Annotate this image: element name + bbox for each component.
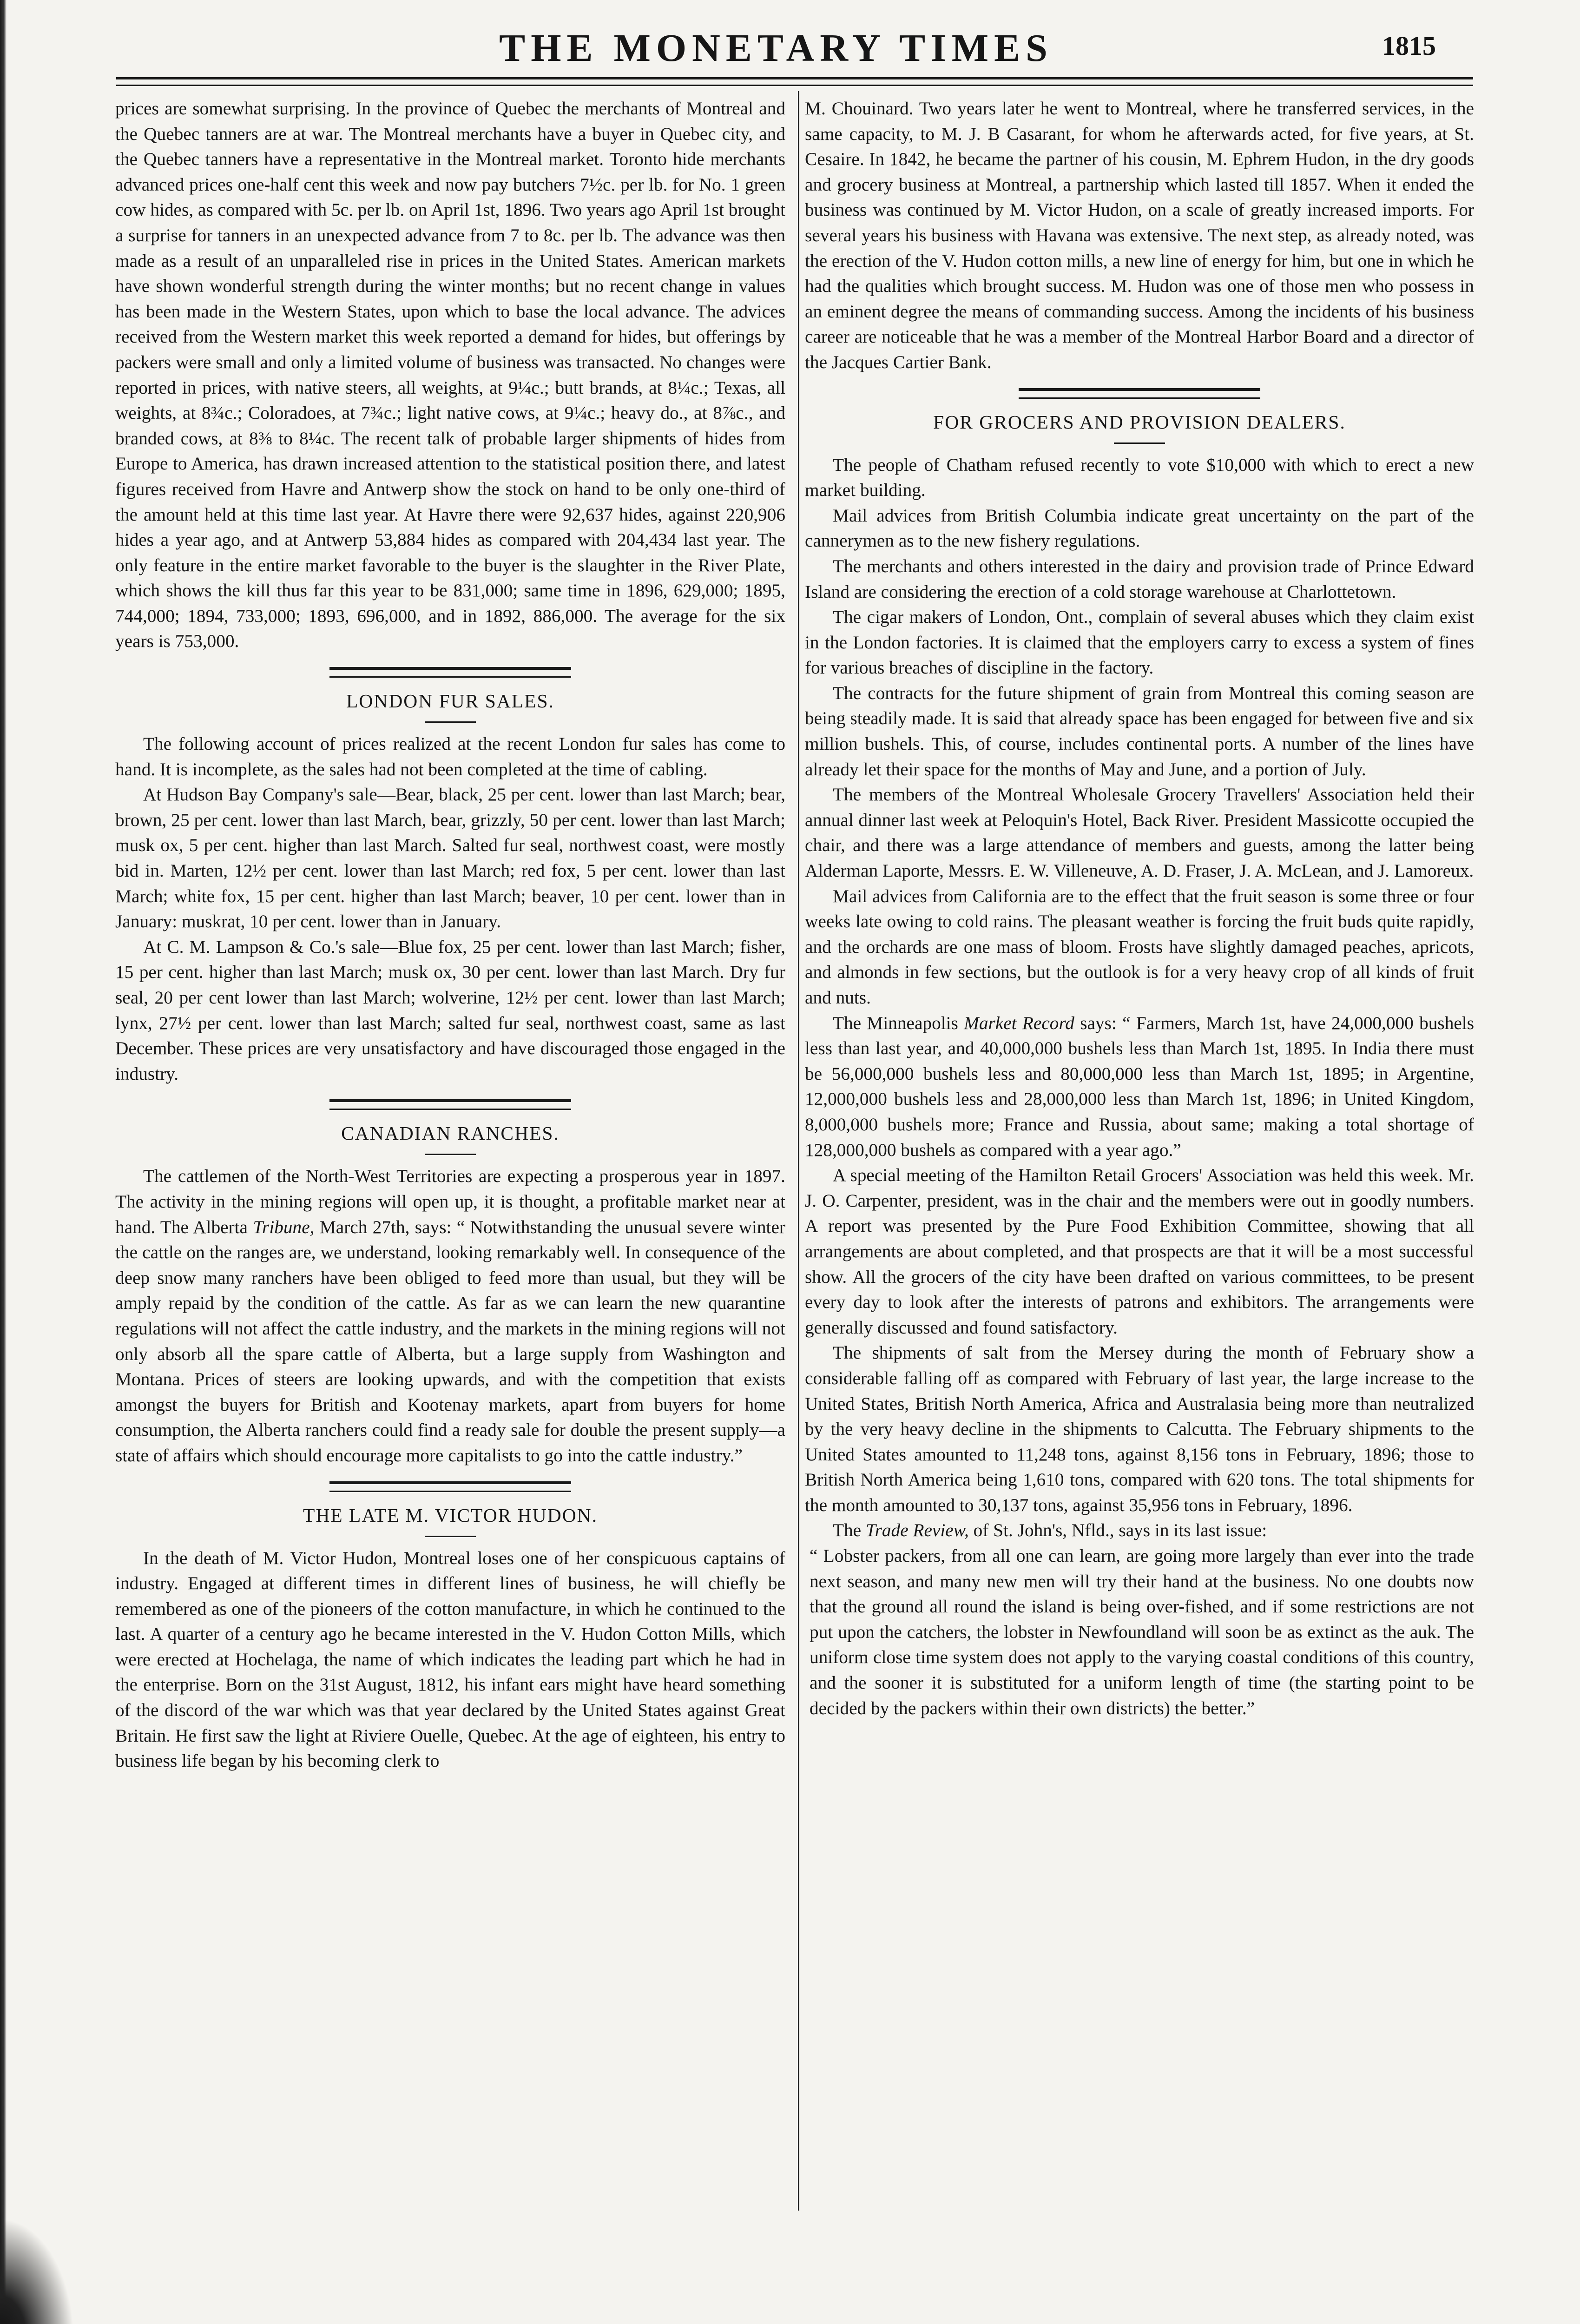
news-item: The members of the Montreal Wholesale Grocery Travellers' Association held their annual dinner last week at Peloquin's Hotel, Back River. President Massicotte occupied the chair, and there was a large attendance of members and guests, among the latter being Alderman Laporte, Messrs. E. W. Villeneuve, A. D. Fraser, J. A. McLean, and J. Lamoreux. [805,784,1474,881]
header-rule-thick [116,77,1473,79]
news-item: The people of Chatham refused recently to vote $10,000 with which to erect a new market building. [805,454,1474,501]
text-run: March 27th, says: “ Notwithstanding the unusual severe winter the cattle on the ranges are, we understand, looking remarkably well. In consequence of the deep snow many ranchers have been obliged to feed more than usual, but they will be amply repaid by the condition of the cattle. As far as we can learn the new quarantine regulations will not affect the cattle industry, and the markets in the mining regions will not only absorb all the spare cattle of Alberta, but a large supply from Washington and Montana. Prices of steers are looking upwards, and with the competition that exists amongst the buyers for British and Kootenay markets, apart from buyers for home consumption, the Alberta ranchers could find a ready sale for double the present supply—a state of affairs which should encourage more capitalists to go into the cattle industry.” [115,1216,785,1466]
article-paragraph: The following account of prices realized at the recent London fur sales has come to hand. It is incomplete, as the sales had not been completed at the time of cabling. [115,733,785,779]
text-run: says: “ Farmers, March 1st, have 24,000,000 bushels less than last year, and 40,000,000 bushels less than March 1st, 1895. In India there must be 56,000,000 bushels less and 80,000,000 less than March 1st, 1895; in Argentine, 12,000,000 bushels less and 28,000,000 less than March 1st, 1896; in United Kingdom, 8,000,000 bushels more; France and Russia, about same; making a total shortage of 128,000,000 bushels as compared with a year ago.” [805,1012,1474,1160]
page-number: 1815 [1382,31,1436,61]
section-heading-canadian-ranches: CANADIAN RANCHES. [341,1122,560,1144]
heading-underline [425,721,476,723]
hudon-continued-paragraph: M. Chouinard. Two years later he went to Montreal, where he transferred services, in the same capacity, to M. J. B Casarant, for whom he afterwards acted, for five years, at St. Cesaire. In 1842, he became the partner of his cousin, M. Ephrem Hudon, in the dry goods and grocery business at Montreal, a partnership which lasted till 1857. When it ended the business was continued by M. Victor Hudon, on a scale of greatly increased imports. For several years his business with Havana was extensive. The next step, as already noted, was the erection of the V. Hudon cotton mills, a new line of energy for him, but one in which he had the qualities which brought success. M. Hudon was one of those men who possess in an eminent degree the means of commanding success. Among the incidents of his business career are noticeable that he was a member of the Montreal Harbor Board and a director of the Jacques Cartier Bank. [805,98,1474,372]
section-rule [329,667,571,678]
text-run: The cattlemen of the North-West Territories are expecting a prosperous year in 1897. The activity in the mining regions will open up, it is thought, a profitable market near at hand. The Alberta [115,1166,785,1237]
article-paragraph [115,1163,785,1468]
text-run: The Minneapolis [833,1012,964,1033]
heading-underline [425,1154,476,1155]
section-rule [1019,388,1260,399]
publication-name: Tribune, [253,1216,315,1237]
section-rule [329,1099,571,1110]
news-item: A special meeting of the Hamilton Retail Grocers' Association was held this week. Mr. J. O. Carpenter, president, was in the chair and the members were out in goodly numbers. A report was presented by the Pure Food Exhibition Committee, showing that all arrangements are about completed, and that prospects are that it will be a most successful show. All the grocers of the city have been drafted on various committees, to be present every day to look after the interests of patrons and exhibitors. The arrangements were generally discussed and found satisfactory. [805,1165,1474,1338]
news-item: The cigar makers of London, Ont., complain of several abuses which they claim exist in the London factories. It is claimed that the employers carry to excess a system of fines for various breaches of discipline in the factory. [805,607,1474,678]
page-header [116,23,1473,74]
text-run: The [833,1520,866,1541]
section-heading-victor-hudon: THE LATE M. VICTOR HUDON. [303,1504,598,1526]
news-item: Mail advices from California are to the effect that the fruit season is some three or four weeks late owing to cold rains. The pleasant weather is forcing the fruit buds quite rapidly, and the orchards are one mass of bloom. Frosts have slightly damaged peaches, apricots, and almonds in few sections, but the outlook is for a very heavy crop of all kinds of fruit and nuts. [805,885,1474,1008]
news-quote: “ Lobster packers, from all one can learn, are going more largely than ever into the trade next season, and many new men will try their hand at the business. No one doubts now that the ground all round the island is being over-fished, and if some restrictions are not put upon the catchers, the lobster in Newfoundland will soon be as extinct as the auk. The uniform close time system does not apply to the varying coastal conditions of this country, and the sooner it is substituted for a uniform length of time (the starting point to be decided by the packers within their own districts) the better.” [810,1545,1474,1718]
heading-underline [1114,442,1165,444]
news-item: The shipments of salt from the Mersey during the month of February show a considerable falling off as compared with February of last year, the large increase to the United States, British North America, Africa and Australasia being more than neutralized by the very heavy decline in the shipments to Calcutta. The February shipments to the United States amounted to 11,248 tons, against 8,156 tons in February, 1896; those to British North America being 1,610 tons, compared with 620 tons. The total shipments for the month amounted to 30,137 tons, against 35,956 tons in February, 1896. [805,1342,1474,1515]
hides-market-paragraph: prices are somewhat surprising. In the province of Quebec the merchants of Montreal and the Quebec tanners are at war. The Montreal merchants have a buyer in Quebec city, and the Quebec tanners have a representative in the Montreal market. Toronto hide merchants advanced prices one-half cent this week and now pay butchers 7½c. per lb. for No. 1 green cow hides, as compared with 5c. per lb. on April 1st, 1896. Two years ago April 1st brought a surprise for tanners in an unexpected advance from 7 to 8c. per lb. The advance was then made as a result of an unparalleled rise in prices in the United States. American markets have shown wonderful strength during the winter months; but no recent change in values has been made in the Western States, upon which to base the local advance. The advices received from the Western market this week reported a demand for hides, but offerings by packers were small and only a limited volume of business was transacted. No changes were reported in prices, with native steers, all weights, at 9¼c.; butt brands, at 8¼c.; Texas, all weights, at 8¾c.; Coloradoes, at 7¾c.; light native cows, at 9¼c.; heavy do., at 8⅞c., and branded cows, at 8⅜ to 8¼c. The recent talk of probable larger shipments of hides from Europe to America, has drawn increased attention to the statistical position there, and latest figures received from Havre and Antwerp show the stock on hand to be only one-third of the amount held at this time last year. At Havre there were 92,637 hides, against 220,906 hides a year ago, and at Antwerp 53,884 hides as compared with 204,434 last year. The only feature in the entire market favorable to the buyer is the slaughter in the River Plate, which shows the kill thus far this year to be 831,000; same time in 1896, 629,000; 1895, 744,000; 1894, 733,000; 1893, 696,000, and in 1892, 886,000. The average for the six years is 753,000. [115,98,785,652]
publication-name: Market Record [964,1012,1074,1033]
news-item: Mail advices from British Columbia indicate great uncertainty on the part of the cannerymen as to the new fishery regulations. [805,505,1474,551]
news-item: The merchants and others interested in the dairy and provision trade of Prince Edward Island are considering the erection of a cold storage warehouse at Charlottetown. [805,555,1474,602]
news-item [805,1518,1474,1543]
heading-underline [425,1536,476,1537]
masthead-title: THE MONETARY TIMES [499,26,1053,70]
left-column [115,96,785,2215]
header-rule-thin [116,85,1473,86]
page-spine-shadow [0,0,7,2324]
binding-shadow [0,2218,74,2324]
right-column [805,96,1474,2215]
article-paragraph: In the death of M. Victor Hudon, Montreal loses one of her conspicuous captains of industry. Engaged at different times in different lines of business, he will chiefly be remembered as one of the pioneers of the cotton manufacture, in which he continued to the last. A quarter of a century ago he became interested in the V. Hudon Cotton Mills, which were erected at Hochelaga, the name of which indicates the leading part which he had in the enterprise. Born on the 31st August, 1812, his infant ears might have heard something of the discord of the war which was that year declared by the United States against Great Britain. He first saw the light at Riviere Ouelle, Quebec. At the age of eighteen, his entry to business life began by his becoming clerk to [115,1547,785,1771]
text-run: of St. John's, Nfld., says in its last issue: [968,1520,1267,1541]
section-heading-grocers: FOR GROCERS AND PROVISION DEALERS. [933,411,1346,433]
publication-name: Trade Review, [865,1520,969,1541]
article-paragraph: At Hudson Bay Company's sale—Bear, black, 25 per cent. lower than last March; bear, brown, 25 per cent. lower than last March, bear, grizzly, 50 per cent. lower than last March; musk ox, 5 per cent. higher than last March. Salted fur seal, northwest coast, were mostly bid in. Marten, 12½ per cent. lower than last March; red fox, 5 per cent. lower than last March; white fox, 15 per cent. higher than last March; beaver, 10 per cent. lower than in January: muskrat, 10 per cent. lower than in January. [115,784,785,932]
section-heading-london-fur-sales: LONDON FUR SALES. [346,690,554,712]
news-item [805,1010,1474,1163]
news-item: The contracts for the future shipment of grain from Montreal this coming season are being steadily made. It is said that already space has been engaged for between five and six million bushels. This, of course, includes continental ports. A number of the lines have already let their space for the months of May and June, and a portion of July. [805,682,1474,779]
column-divider [798,91,799,2211]
section-rule [329,1481,571,1492]
article-paragraph: At C. M. Lampson & Co.'s sale—Blue fox, 25 per cent. lower than last March; fisher, 15 per cent. higher than last March; musk ox, 30 per cent. lower than last March. Dry fur seal, 20 per cent lower than last March; wolverine, 12½ per cent. lower than last March; lynx, 27½ per cent. lower than last March; salted fur seal, northwest coast, same as last December. These prices are very unsatisfactory and have discouraged those engaged in the industry. [115,936,785,1084]
